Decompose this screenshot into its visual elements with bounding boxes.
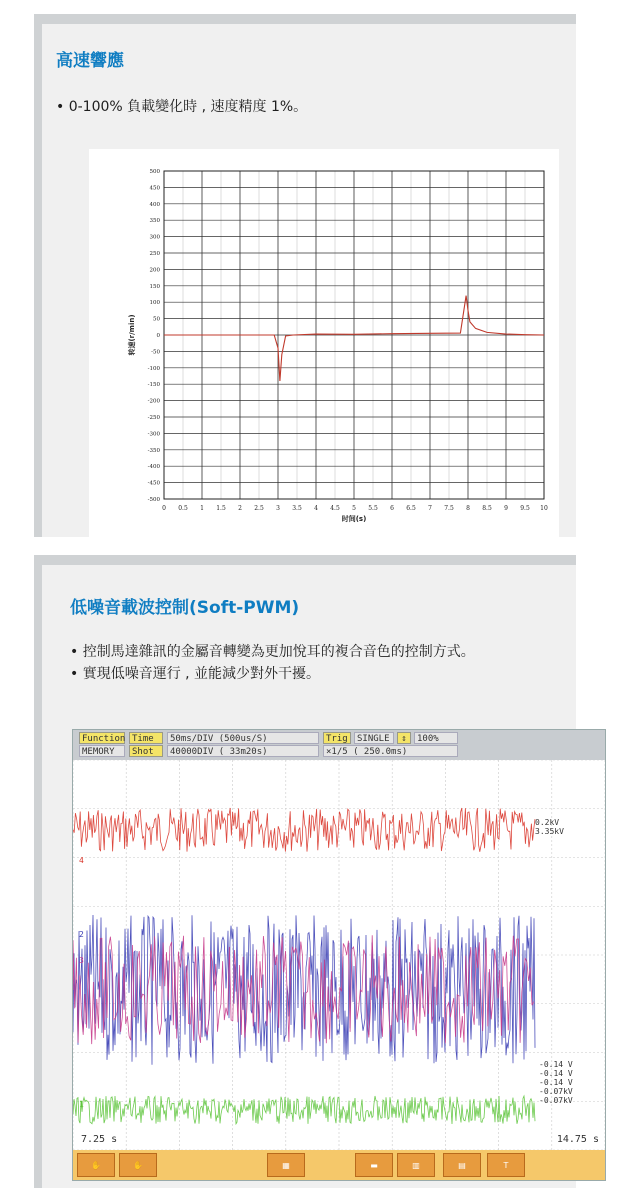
section-title: 高速響應 — [56, 51, 124, 71]
scope-trig-label[interactable]: Trig — [323, 732, 351, 744]
scope-trig-mode: SINGLE — [354, 732, 394, 744]
y-tick-label: -400 — [147, 464, 160, 471]
x-tick-label: 9 — [504, 505, 508, 512]
scope-softkey-1[interactable]: ✋ — [77, 1153, 115, 1177]
scope-softkey-2[interactable]: ✋ — [119, 1153, 157, 1177]
scope-zoom-value: ×1/5 ( 250.0ms) — [323, 745, 458, 757]
bullet-text: • 0-100% 負載變化時 , 速度精度 1%。 — [56, 99, 308, 115]
x-tick-label: 3.5 — [292, 505, 302, 512]
x-tick-label: 4 — [314, 505, 318, 512]
ch-marker: 3 — [79, 956, 84, 965]
y-axis-label: 转速(r/min) — [128, 314, 136, 356]
x-tick-label: 3 — [276, 505, 280, 512]
oscilloscope-screen — [72, 729, 606, 1181]
scope-softkey-3[interactable]: ▦ — [267, 1153, 305, 1177]
x-tick-label: 1.5 — [216, 505, 226, 512]
scope-right-labels-top — [535, 818, 564, 836]
section-title: 低噪音載波控制(Soft-PWM) — [70, 598, 300, 618]
scope-softkey-5[interactable]: ▥ — [397, 1153, 435, 1177]
y-tick-label: -200 — [147, 398, 160, 405]
bullet-text-2: • 實現低噪音運行 , 並能減少對外干擾。 — [70, 666, 321, 682]
x-tick-label: 8 — [466, 505, 470, 512]
speed-chart-svg — [89, 149, 559, 539]
scope-time-end: 14.75 s — [556, 1134, 599, 1145]
y-tick-label: 50 — [153, 316, 160, 323]
scope-softkey-7[interactable]: T — [487, 1153, 525, 1177]
x-tick-label: 10 — [540, 505, 548, 512]
speed-chart — [89, 149, 559, 539]
y-tick-label: 100 — [149, 300, 160, 307]
x-tick-label: 2 — [238, 505, 242, 512]
scope-percent: 100% — [414, 732, 458, 744]
y-tick-label: -300 — [147, 431, 160, 438]
x-tick-label: 9.5 — [520, 505, 530, 512]
scope-label: 0.2kV — [535, 818, 560, 827]
scope-function-label[interactable]: Function — [79, 732, 125, 744]
scope-label: -0.07kV — [539, 1087, 573, 1096]
ch-marker: 2 — [79, 930, 84, 939]
scope-label: -0.14 V — [539, 1060, 573, 1069]
x-tick-label: 4.5 — [330, 505, 340, 512]
scope-softkey-bar — [73, 1150, 605, 1180]
x-tick-label: 5 — [352, 505, 356, 512]
y-tick-label: 300 — [149, 234, 160, 241]
x-tick-label: 8.5 — [482, 505, 492, 512]
speed-response-card — [34, 14, 576, 537]
y-tick-label: -500 — [147, 497, 160, 503]
y-tick-label: 350 — [149, 218, 160, 225]
y-tick-label: 0 — [156, 333, 160, 339]
y-tick-label: -250 — [147, 415, 160, 421]
y-tick-label: 250 — [149, 251, 160, 257]
x-tick-label: 1 — [200, 505, 204, 512]
ch-marker: 1 — [79, 1100, 84, 1109]
ch-green-waveform — [73, 1096, 535, 1124]
y-tick-label: 200 — [149, 267, 160, 274]
scope-softkey-4[interactable]: ▬ — [355, 1153, 393, 1177]
scope-shot-value: 40000DIV ( 33m20s) — [167, 745, 319, 757]
x-tick-label: 5.5 — [368, 505, 378, 512]
x-tick-label: 7.5 — [444, 505, 454, 512]
x-tick-label: 6.5 — [406, 505, 416, 512]
x-tick-label: 0 — [162, 505, 166, 512]
y-tick-label: 450 — [149, 185, 160, 192]
x-tick-label: 6 — [390, 505, 394, 512]
ch-blue-waveform — [73, 915, 535, 1065]
y-tick-label: 400 — [149, 201, 160, 208]
scope-softkey-6[interactable]: ▤ — [443, 1153, 481, 1177]
y-tick-label: -100 — [147, 365, 160, 372]
scope-label: 3.35kV — [535, 827, 564, 836]
x-tick-label: 7 — [428, 505, 432, 512]
y-tick-label: -450 — [147, 480, 160, 487]
scope-label: -0.14 V — [539, 1078, 573, 1087]
ch-marker: 4 — [79, 856, 84, 865]
bullet-text-1: • 控制馬達雜訊的金屬音轉變為更加悅耳的複合音色的控制方式。 — [70, 644, 475, 660]
scope-time-value: 50ms/DIV (500us/S) — [167, 732, 319, 744]
scope-memory-value: MEMORY — [79, 745, 125, 757]
scope-time-start: 7.25 s — [81, 1134, 118, 1145]
x-tick-label: 2.5 — [254, 505, 264, 512]
scope-time-label[interactable]: Time — [129, 732, 163, 744]
scope-trig-icon: ⇕ — [397, 732, 411, 744]
y-tick-label: -150 — [147, 382, 160, 389]
scope-right-labels-bottom — [539, 1060, 573, 1105]
y-tick-label: 150 — [149, 283, 160, 290]
scope-shot-label[interactable]: Shot — [129, 745, 163, 757]
y-tick-label: 500 — [149, 169, 160, 175]
y-tick-label: -50 — [151, 349, 160, 356]
x-tick-label: 0.5 — [178, 505, 188, 512]
ch-red-waveform — [73, 808, 535, 852]
y-tick-label: -350 — [147, 447, 160, 454]
scope-header — [73, 730, 605, 760]
scope-label: -0.07kV — [539, 1096, 573, 1105]
scope-waveforms — [73, 760, 605, 1150]
soft-pwm-card — [34, 555, 599, 1188]
x-axis-label: 时间(s) — [341, 515, 367, 523]
scope-label: -0.14 V — [539, 1069, 573, 1078]
